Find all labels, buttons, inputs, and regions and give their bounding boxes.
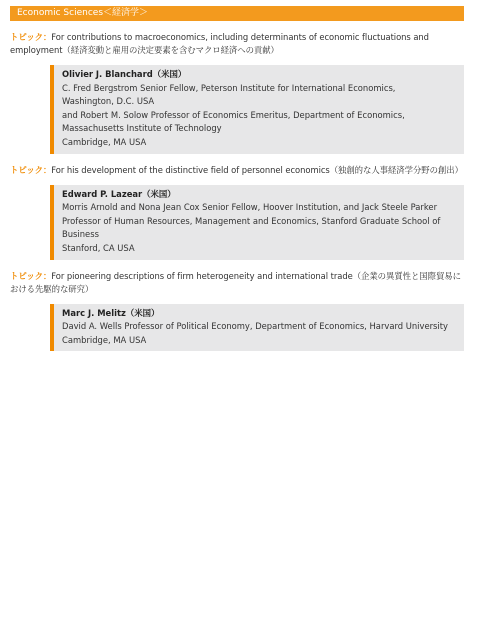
laureate-card-melitz [50,304,464,352]
affiliation-line: Washington, D.C. USA [62,96,155,107]
laureate-card-lazear [50,185,464,260]
topic-label: トピック： [10,164,52,175]
topic-label: トピック： [10,270,52,281]
affiliation-line: David A. Wells Professor of Political Economy, Department of Economics, Harvard University [62,321,448,332]
topic-1 [10,31,464,57]
topic-text: For contributions to macroeconomics, including determinants of economic fluctuations and employment（経済変動と雇用の決定要素を含むマクロ経済への貢献） [10,32,429,55]
laureate-name: Edward P. Lazear（米国） [62,188,176,199]
affiliation-line: Morris Arnold and Nona Jean Cox Senior Fellow, Hoover Institution, and Jack Steele Parker [62,202,438,213]
affiliation-line: Massachusetts Institute of Technology [62,123,222,134]
topic-3 [10,270,464,296]
affiliation-line: Business [62,229,99,240]
laureate-card-blanchard [50,65,464,154]
topic-label: トピック： [10,32,52,42]
laureate-name: Olivier J. Blanchard（米国） [62,69,187,79]
topic-2 [10,164,464,177]
document-page [10,6,464,351]
affiliation-line: and Robert M. Solow Professor of Economics Emeritus, Department of Economics, [62,109,405,120]
affiliation-line: Cambridge, MA USA [62,136,147,147]
topic-text: For pioneering descriptions of firm heterogeneity and international trade（企業の異質性と国際貿易における先駆的な研究） [10,270,461,294]
affiliation-line: Cambridge, MA USA [62,334,147,345]
affiliation-line: Stanford, CA USA [62,242,135,253]
affiliation-line: Professor of Human Resources, Management and Economics, Stanford Graduate School of [62,215,441,226]
section-header: Economic Sciences＜経済学＞ [10,6,464,21]
laureate-name: Marc J. Melitz（米国） [62,307,160,318]
topic-text: For his development of the distinctive field of personnel economics（独創的な人事経済学分野の創出） [51,164,463,175]
affiliation-line: C. Fred Bergstrom Senior Fellow, Peterson Institute for International Economics, [62,82,396,93]
